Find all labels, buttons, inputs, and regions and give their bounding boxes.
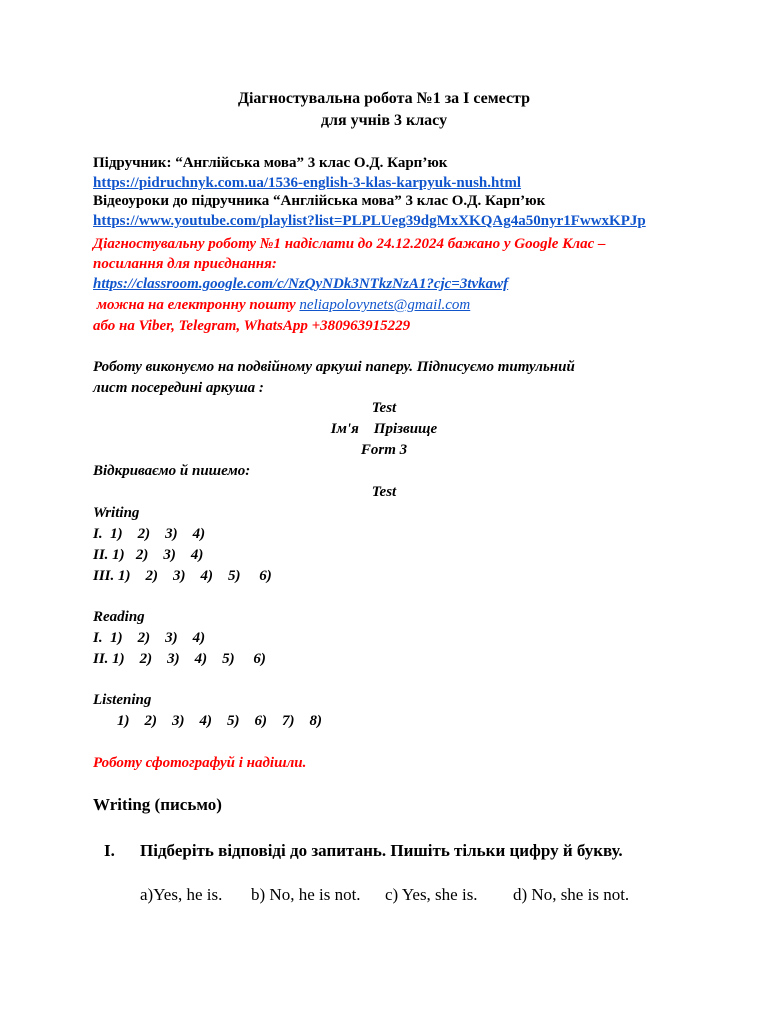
- photo-note: Роботу сфотографуй і надішли.: [93, 755, 307, 771]
- instructions-line1: Роботу виконуємо на подвійному аркуші паперу. Підписуємо титульний: [93, 359, 575, 375]
- reading-heading: Reading: [93, 609, 145, 625]
- writing-row: III. 1) 2) 3) 4) 5) 6): [93, 568, 272, 584]
- textbook-link[interactable]: https://pidruchnyk.com.ua/1536-english-3-klas-karpyuk-nush.html: [93, 175, 522, 191]
- task-number: I.: [104, 841, 115, 860]
- answer-option-c: c) Yes, she is.: [385, 885, 478, 904]
- video-link[interactable]: https://www.youtube.com/playlist?list=PLPLUeg39dgMxXKQAg4a50nyr1FwwxKPJp: [93, 213, 646, 229]
- email-prefix: можна на електронну пошту: [93, 297, 300, 313]
- answer-option-a: a)Yes, he is.: [140, 885, 223, 904]
- deadline-line2: посилання для приєднання:: [93, 256, 277, 272]
- title-sheet-test: Test: [371, 400, 397, 416]
- writing-row: II. 1) 2) 3) 4): [93, 547, 204, 563]
- title-sheet-name: Ім'я Прізвище: [330, 421, 438, 437]
- answer-option-d: d) No, she is not.: [513, 885, 630, 904]
- writing-heading: Writing: [93, 505, 140, 521]
- reading-row: II. 1) 2) 3) 4) 5) 6): [93, 651, 266, 667]
- task-text: Підберіть відповіді до запитань. Пишіть тільки цифру й букву.: [140, 841, 623, 860]
- video-label: Відеоуроки до підручника “Англійська мова” 3 клас О.Д. Карп’юк: [93, 193, 546, 209]
- answer-option-b: b) No, he is not.: [251, 885, 361, 904]
- instructions-line2: лист посередині аркуша :: [93, 380, 264, 396]
- reading-row: I. 1) 2) 3) 4): [93, 630, 206, 646]
- listening-row: 1) 2) 3) 4) 5) 6) 7) 8): [117, 713, 322, 729]
- messengers-line: або на Viber, Telegram, WhatsApp +380963915229: [93, 318, 411, 334]
- classroom-link[interactable]: https://classroom.google.com/c/NzQyNDk3NTkzNzA1?cjc=3tvkawf: [93, 276, 509, 292]
- writing-row: I. 1) 2) 3) 4): [93, 526, 206, 542]
- email-line: [93, 295, 470, 315]
- doc-title-line2: для учнів 3 класу: [320, 112, 448, 129]
- title-sheet-form: Form 3: [360, 442, 408, 458]
- deadline-line1: Діагностувальну роботу №1 надіслати до 24.12.2024 бажано у Google Клас –: [93, 236, 606, 252]
- textbook-label: Підручник: “Англійська мова” 3 клас О.Д. Карп’юк: [93, 155, 448, 171]
- inner-test-label: Test: [371, 484, 397, 500]
- listening-heading: Listening: [93, 692, 152, 708]
- doc-title-line1: Діагностувальна робота №1 за І семестр: [237, 90, 531, 107]
- email-link[interactable]: neliapolovynets@gmail.com: [299, 297, 471, 313]
- section-heading: Writing (письмо): [93, 795, 222, 814]
- open-write-label: Відкриваємо й пишемо:: [93, 463, 251, 479]
